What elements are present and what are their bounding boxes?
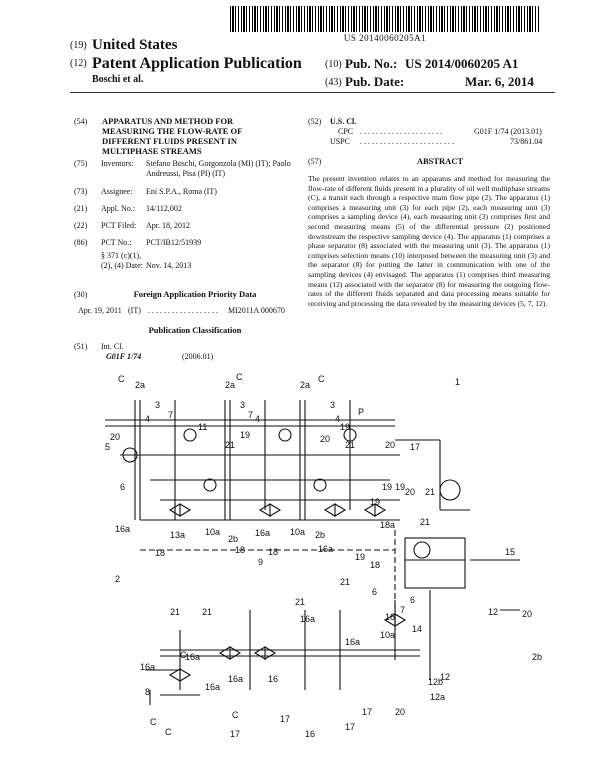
reference-numeral: 20 xyxy=(395,707,406,717)
row-code: (73) xyxy=(74,187,88,196)
reference-numeral: 9 xyxy=(258,557,264,567)
reference-numeral: 17 xyxy=(345,722,356,732)
reference-numeral: 3 xyxy=(155,400,161,410)
foreign-date: Apr. 19, 2011 xyxy=(78,306,122,315)
biblio-row-appl-no xyxy=(74,204,294,221)
reference-numeral: 20 xyxy=(110,432,121,442)
foreign-dots: . . . . . . . . . . . . . . . . . . xyxy=(148,306,218,315)
reference-numeral: C xyxy=(150,717,157,727)
int-cl-label: Int. Cl. xyxy=(101,342,124,351)
biblio-rows xyxy=(74,159,294,270)
reference-numeral: 18 xyxy=(370,560,381,570)
reference-numeral: 7 xyxy=(400,605,406,615)
reference-numeral: 4 xyxy=(145,414,151,424)
reference-numeral: 18a xyxy=(380,520,396,530)
reference-numeral: 16a xyxy=(300,614,316,624)
reference-numeral: 16a xyxy=(115,524,131,534)
reference-numeral: 20 xyxy=(320,434,331,444)
pub-class-heading: Publication Classification xyxy=(148,325,242,335)
code-12: (12) xyxy=(70,58,87,69)
reference-numeral: 19 xyxy=(370,497,381,507)
reference-numeral: 10a xyxy=(380,630,396,640)
header-rule xyxy=(70,92,555,93)
reference-numeral: 1 xyxy=(455,377,461,387)
reference-numeral: 17 xyxy=(280,714,291,724)
pub-date: Mar. 6, 2014 xyxy=(465,74,534,89)
row-label: PCT Filed: xyxy=(101,221,137,230)
reference-numeral: 6 xyxy=(120,482,126,492)
reference-numeral: 12 xyxy=(440,672,451,682)
pub-no-label: Pub. No.: xyxy=(345,56,398,71)
reference-numeral: 11 xyxy=(198,422,208,432)
reference-numeral: 16a xyxy=(185,652,201,662)
reference-numeral: 19 xyxy=(395,482,406,492)
barcode xyxy=(230,6,540,32)
reference-numeral: P xyxy=(358,407,365,417)
code-10: (10) xyxy=(325,59,342,70)
drawing-lines xyxy=(105,400,520,705)
drawing-labels xyxy=(105,372,542,739)
row-label: Assignee: xyxy=(101,187,133,196)
reference-numeral: 5 xyxy=(105,442,111,452)
pub-date-label: Pub. Date: xyxy=(345,74,405,89)
reference-numeral: C xyxy=(180,650,187,660)
reference-numeral: 18 xyxy=(155,548,166,558)
code-57: (57) xyxy=(308,157,322,166)
reference-numeral: 21 xyxy=(345,440,356,450)
foreign-priority-heading: Foreign Application Priority Data xyxy=(133,289,257,299)
row-label: Inventors: xyxy=(101,159,134,168)
row-value: 14/112,002 xyxy=(146,204,182,213)
reference-numeral: C xyxy=(165,727,172,737)
reference-numeral: 16a xyxy=(228,674,244,684)
biblio-row-assignee xyxy=(74,187,294,204)
us-cl: U.S. Cl. xyxy=(330,117,357,126)
reference-numeral: C xyxy=(318,374,325,384)
reference-numeral: 16 xyxy=(268,674,279,684)
reference-numeral: 2a xyxy=(300,380,311,390)
reference-numeral: 12b xyxy=(428,677,444,687)
code-19: (19) xyxy=(70,40,87,51)
reference-numeral: 16a xyxy=(255,528,271,538)
reference-numeral: C xyxy=(236,372,243,382)
reference-numeral: 17 xyxy=(230,729,241,739)
row-label: PCT No.: xyxy=(101,238,132,247)
row-value: PCT/IB12/51939 xyxy=(146,238,202,247)
biblio-row-pct-no xyxy=(74,238,294,251)
pub-no: US 2014/0060205 A1 xyxy=(405,56,519,71)
abstract-heading: ABSTRACT xyxy=(416,156,464,166)
reference-numeral: 16 xyxy=(305,729,316,739)
reference-numeral: 3 xyxy=(240,400,246,410)
reference-numeral: 21 xyxy=(340,577,351,587)
cpc-dots: . . . . . . . . . . . . . . . . . . . . . xyxy=(360,127,442,136)
reference-numeral: 20 xyxy=(385,440,396,450)
reference-numeral: 19 xyxy=(340,422,351,432)
reference-numeral: 21 xyxy=(225,440,236,450)
foreign-number: MI2011A 000670 xyxy=(228,306,285,315)
code-43: (43) xyxy=(325,77,342,88)
reference-numeral: 2b xyxy=(228,534,239,544)
reference-numeral: 10a xyxy=(290,527,306,537)
reference-numeral: C xyxy=(118,374,125,384)
row-value: Apr. 18, 2012 xyxy=(146,221,190,230)
reference-numeral: 21 xyxy=(295,597,306,607)
document-type: Patent Application Publication xyxy=(92,55,302,72)
code-54: (54) xyxy=(74,117,88,126)
reference-numeral: 2a xyxy=(135,380,146,390)
uspc-value: 73/861.04 xyxy=(510,137,543,146)
cpc-value: G01F 1/74 (2013.01) xyxy=(474,127,542,136)
biblio-row-inventors xyxy=(74,159,294,179)
reference-numeral: 16a xyxy=(345,637,361,647)
row-code: (21) xyxy=(74,204,88,213)
row-value: Stefano Boschi, Gorgonzola (MI) (IT); Paolo Andreussi, Pisa (PI) (IT) xyxy=(146,159,291,178)
reference-numeral: 15 xyxy=(505,547,516,557)
code-52: (52) xyxy=(308,117,322,126)
reference-numeral: 2b xyxy=(532,652,543,662)
reference-numeral: 12 xyxy=(488,607,499,617)
reference-numeral: 20 xyxy=(522,609,533,619)
country: United States xyxy=(92,37,178,53)
foreign-country: (IT) xyxy=(128,306,141,315)
int-cl-year: (2006.01) xyxy=(182,352,214,361)
row-label: § 371 (c)(1), (2), (4) Date: xyxy=(101,251,143,270)
reference-numeral: 18 xyxy=(268,547,279,557)
reference-numeral: 2a xyxy=(225,380,236,390)
reference-numeral: 4 xyxy=(335,414,341,424)
invention-title: APPARATUS AND METHOD FOR MEASURING THE FLOW-RATE OF DIFFERENT FLUIDS PRESENT IN MULTIPHASE STREAMS xyxy=(102,116,243,156)
barcode-number: US 20140060205A1 xyxy=(343,33,427,43)
biblio-row-371 xyxy=(74,251,294,273)
row-code: (75) xyxy=(74,159,88,168)
biblio-row-pct-filed xyxy=(74,221,294,238)
uspc-dots: . . . . . . . . . . . . . . . . . . . . . . . . xyxy=(360,137,454,146)
row-value: Nov. 14, 2013 xyxy=(146,261,192,270)
reference-numeral: 16a xyxy=(140,662,156,672)
code-51: (51) xyxy=(74,342,88,351)
reference-numeral: 18 xyxy=(235,545,246,555)
code-30: (30) xyxy=(74,290,88,299)
reference-numeral: 17 xyxy=(410,442,421,452)
row-code: (22) xyxy=(74,221,88,230)
reference-numeral: 19 xyxy=(355,552,366,562)
reference-numeral: 19 xyxy=(382,482,393,492)
reference-numeral: 13a xyxy=(170,530,186,540)
reference-numeral: 19 xyxy=(240,430,251,440)
reference-numeral: 21 xyxy=(202,607,213,617)
reference-numeral: 21 xyxy=(425,487,436,497)
reference-numeral: 3 xyxy=(330,400,336,410)
reference-numeral: 16 xyxy=(385,612,396,622)
reference-numeral: 20 xyxy=(405,487,416,497)
abstract-text: The present invention relates to an apparatus and method for measuring the flow-rate of different fluids present in a plurality of oil well multiphase streams (C), a transit each through a respective main flow pipe (2). The apparatus (1) comprises a measuring unit (3) for each pipe (2), each measuring unit (3) comprises a sampling device (4), each measuring unit (3) comprises first and second measuring means (5) of the differential pressure (2) positioned downstream the respective sampling device (4). The apparatus (1) comprises a phase separator (8) associated with the measuring unit (3). The apparatus (1) comprises selection means (10) interposed between the measuring unit (3) and the separator (8) for putting the latter in communication with one of the sampling devices (4) envisaged. The apparatus (1) comprises third measuring means (12) associated with the separator (8) for measuring the outgoing flow-rates of the different fluids separated and data processing means suitable for receiving and processing the data revealed by the measuring devices (5, 7, 12). xyxy=(308,174,550,308)
reference-numeral: 14 xyxy=(412,624,423,634)
reference-numeral: 7 xyxy=(248,410,254,420)
cpc-label: CPC xyxy=(338,127,354,136)
reference-numeral: 16a xyxy=(318,544,334,554)
patent-drawing xyxy=(0,360,600,774)
reference-numeral: 12a xyxy=(430,692,446,702)
reference-numeral: 2b xyxy=(315,530,326,540)
inventor-short: Boschi et al. xyxy=(92,74,144,85)
row-value: Eni S.P.A., Roma (IT) xyxy=(146,187,217,196)
row-code: (86) xyxy=(74,238,88,247)
reference-numeral: 7 xyxy=(168,410,174,420)
reference-numeral: 2 xyxy=(115,574,121,584)
reference-numeral: 6 xyxy=(372,587,378,597)
reference-numeral: 10a xyxy=(205,527,221,537)
reference-numeral: 8 xyxy=(145,687,151,697)
int-cl-code: G01F 1/74 xyxy=(106,352,142,361)
reference-numeral: 17 xyxy=(362,707,373,717)
reference-numeral: 6 xyxy=(410,595,416,605)
reference-numeral: 21 xyxy=(170,607,181,617)
reference-numeral: C xyxy=(232,710,239,720)
uspc-label: USPC xyxy=(330,137,351,146)
reference-numeral: 4 xyxy=(255,414,261,424)
reference-numeral: 16a xyxy=(205,682,221,692)
reference-numeral: 21 xyxy=(420,517,431,527)
row-label: Appl. No.: xyxy=(101,204,135,213)
